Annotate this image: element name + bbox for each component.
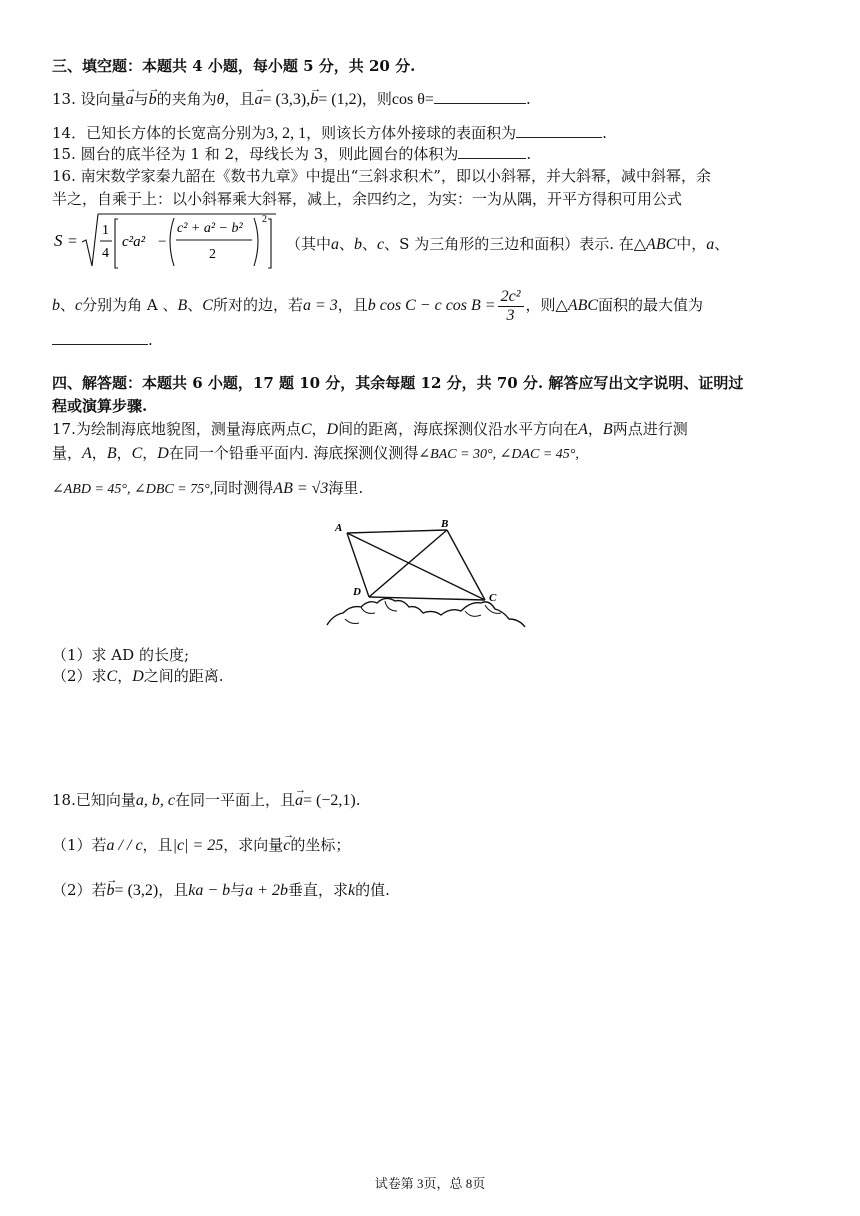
question-17-line-1: 17.为绘制海底地貌图，测量海底两点C，D间的距离，海底探测仪沿水平方向在A，B两点进行测 — [52, 420, 688, 438]
question-16-answer: . — [52, 330, 153, 350]
heron-formula — [52, 210, 282, 272]
section-3-heading: 三、填空题：本题共 4 小题，每小题 5 分，共 20 分. — [52, 57, 416, 75]
section-4-heading-line-1: 四、解答题：本题共 6 小题，17 题 10 分，其余每题 12 分，共 70 分. 解答应写出文字说明、证明过 — [52, 374, 744, 392]
formula-denominator: 2 — [209, 247, 216, 262]
label-A: A — [335, 522, 343, 534]
question-16-line-2: 半之，自乘于上：以小斜幂乘大斜幂，减上，余四约之，为实：一为从隅，开平方得积可用公式 — [52, 190, 683, 208]
question-17-line-3: ∠ABD = 45°, ∠DBC = 75°,同时测得AB = √3海里. — [52, 479, 364, 497]
question-16-line-4: b、c分别为角 A 、B、C所对的边，若a = 3，且b cos C − c cos B = $\frac{\text{2c²}}{3}$ ，则△ABC面积的最大值为 — [52, 287, 704, 324]
question-17-line-2: 量，A，B，C，D在同一个铅垂平面内. 海底探测仪测得∠BAC = 30°, ∠DAC = 45°, — [52, 444, 579, 462]
answer-blank — [434, 89, 526, 104]
question-16-line-3: （其中a、b、c、S 为三角形的三边和面积）表示. 在△ABC中，a、 — [286, 235, 730, 253]
answer-blank — [52, 330, 148, 345]
section-4-heading-line-2: 程或演算步骤. — [52, 397, 148, 415]
question-18-part-1: （1）若a / / c，且|c| = 25，求向量→ c的坐标； — [52, 835, 350, 856]
seabed-figure — [325, 515, 543, 633]
formula-one: 1 — [102, 223, 109, 238]
fraction-2c2-over-3: $\frac{\text{2c²}}{3}$ — [498, 288, 524, 325]
formula-c2a2: c²a² — [122, 234, 146, 250]
segment-BD — [369, 530, 447, 597]
segment-BC — [447, 530, 485, 600]
formula-S: S — [54, 231, 63, 250]
question-17-part-2: （2）求C，D之间的距离. — [52, 667, 224, 685]
question-13: 13. 设向量→ a与→ b的夹角为θ，且→ a= (3,3),→ b= (1,2)，则cos θ= . — [52, 89, 531, 110]
formula-eq: = — [68, 233, 78, 250]
question-18-line-1: 18.已知向量a, b, c在同一平面上，且→ a= (−2,1). — [52, 790, 360, 811]
label-D: D — [353, 586, 361, 598]
formula-four: 4 — [102, 246, 109, 261]
answer-blank — [458, 144, 526, 159]
segment-AC — [347, 533, 485, 600]
question-16-line-1: 16. 南宋数学家秦九韶在《数书九章》中提出“三斜求积术”，即以小斜幂，并大斜幂，减中斜幂，余 — [52, 167, 711, 185]
formula-numerator: c² + a² − b² — [177, 221, 243, 236]
segment-AB — [347, 530, 447, 533]
page-footer: 试卷第 3页，总 8页 — [374, 1176, 486, 1191]
question-14: 14．已知长方体的长宽高分别为3, 2, 1，则该长方体外接球的表面积为 . — [52, 124, 607, 142]
formula-minus: − — [158, 234, 167, 250]
formula-square: 2 — [262, 214, 267, 225]
label-C: C — [489, 592, 497, 604]
question-17-part-1: （1）求 AD 的长度; — [52, 646, 189, 664]
answer-blank — [516, 123, 602, 138]
label-B: B — [441, 518, 449, 530]
question-15: 15. 圆台的底半径为 1 和 2，母线长为 3，则此圆台的体积为 . — [52, 145, 532, 163]
question-18-part-2: （2）若→ b= (3,2)，且ka − b与a + 2b垂直，求k的值. — [52, 880, 390, 901]
